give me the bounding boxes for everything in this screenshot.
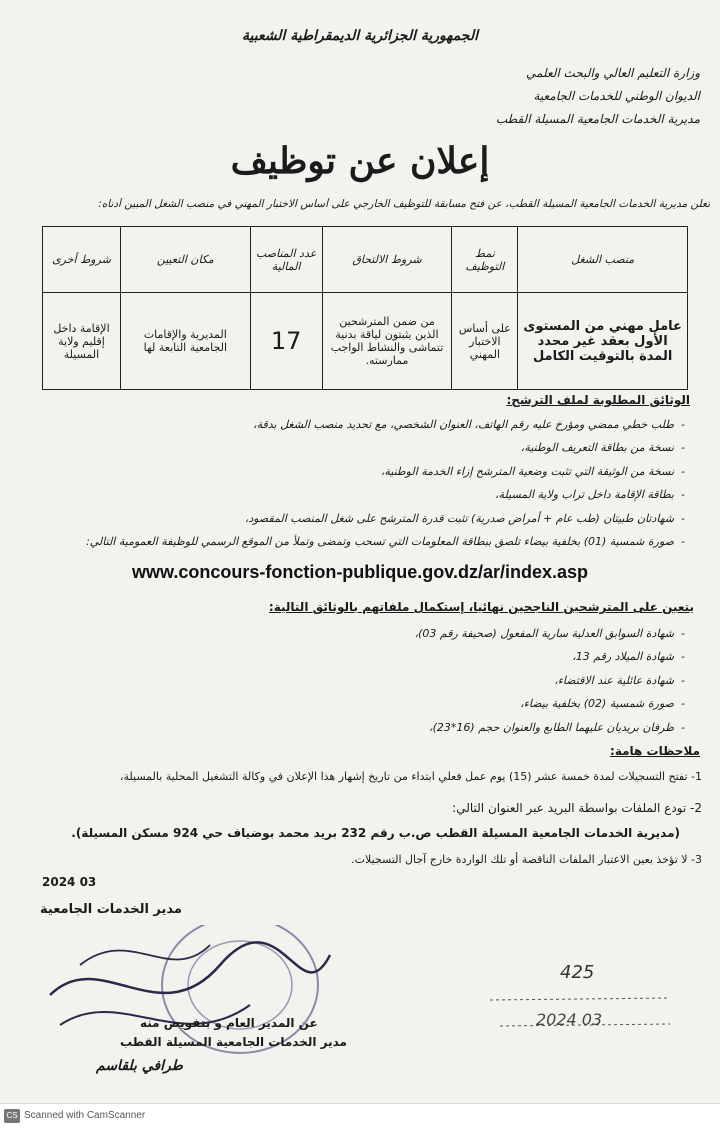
director-title: مدير الخدمات الجامعية	[40, 902, 182, 917]
table-header: شروط أخرى	[43, 227, 121, 293]
delegation-line-2: مدير الخدمات الجامعية المسيلة القطب	[120, 1035, 347, 1049]
camscanner-logo-icon: CS	[4, 1109, 20, 1123]
registry-number: 425	[560, 962, 595, 983]
list-item: -شهادة الميلاد رقم 13،	[572, 650, 685, 664]
table-header-row	[43, 227, 688, 293]
ministry-name: وزارة التعليم العالي والبحث العلمي	[526, 66, 700, 80]
list-item: -ظرفان بريديان عليهما الطابع والعنوان حجم (16*23)،	[429, 720, 685, 734]
table-header: نمط التوظيف	[452, 227, 518, 293]
list-item: -صورة شمسية (02) بخلفية بيضاء،	[520, 697, 685, 711]
cell-positions: 17	[250, 293, 322, 390]
scanner-label: Scanned with CamScanner	[24, 1110, 146, 1121]
table-row	[43, 293, 688, 390]
scanner-footer	[0, 1103, 720, 1129]
announcement-title: إعلان عن توظيف	[230, 140, 490, 182]
list-item: -شهادة السوابق العدلية سارية المفعول (صحيفة رقم 03)،	[414, 627, 685, 640]
cell-other: الإقامة داخل إقليم ولاية المسيلة	[43, 293, 121, 390]
registry-date: 2024 03	[536, 1010, 603, 1029]
list-item: -بطاقة الإقامة داخل تراب ولاية المسيلة،	[495, 488, 685, 502]
republic-heading: الجمهورية الجزائرية الديمقراطية الشعبية	[241, 28, 478, 44]
table-header: شروط الالتحاق	[322, 227, 452, 293]
signature-date: 2024 03	[42, 875, 97, 889]
table-header: منصب الشغل	[518, 227, 688, 293]
signer-name: طرافي بلقاسم	[96, 1058, 183, 1074]
list-item: -نسخة من الوثيقة التي تثبت وضعية المترشح إزاء الخدمة الوطنية،	[380, 464, 685, 478]
successful-list	[415, 622, 692, 739]
website-url: www.concours-fonction-publique.gov.dz/ar/index.asp	[131, 562, 589, 582]
list-item: -شهادة عائلية عند الاقتضاء،	[554, 673, 685, 687]
list-item: -نسخة من بطاقة التعريف الوطنية،	[520, 441, 685, 455]
note-1: 1- تفتح التسجيلات لمدة خمسة عشر (15) يوم عمل فعلي ابتداء من تاريخ إشهار هذا الإعلان في وكالة التشغيل المحلية بالمسيلة،	[119, 770, 702, 783]
cell-mode: على أساس الاختبار المهني	[452, 293, 518, 390]
directorate-name: مديرية الخدمات الجامعية المسيلة القطب	[495, 112, 700, 126]
table-header: مكان التعيين	[120, 227, 250, 293]
cell-place: المديرية والإقامات الجامعية التابعة لها	[120, 293, 250, 390]
documents-title: الوثائق المطلوبة لملف الترشح:	[506, 393, 690, 407]
intro-text: تعلن مديرية الخدمات الجامعية المسيلة القطب، عن فتح مسابقة للتوظيف الخارجي على أساس الاختبار المهني في منصب الشغل المبين أدناه:	[98, 198, 710, 210]
notes-title: ملاحظات هامة:	[610, 744, 700, 758]
cell-post: عامل مهني من المستوى الأول بعقد غير محدد المدة بالتوقيت الكامل	[518, 293, 688, 390]
delegation-line: عن المدير العام و بتفويض منه	[140, 1016, 318, 1030]
issuer-block	[496, 62, 700, 131]
list-item: -طلب خطي ممضي ومؤرخ عليه رقم الهاتف، العنوان الشخصي، مع تحديد منصب الشغل بدقة،	[253, 418, 685, 431]
mailing-address: (مديرية الخدمات الجامعية المسيلة القطب ص.ب رقم 232 بريد محمد بوضياف حي 924 مسكن المسيلة).	[71, 826, 680, 840]
official-stamp-icon	[40, 925, 340, 1085]
note-3: 3- لا تؤخذ بعين الاعتبار الملفات الناقصة أو تلك الواردة خارج آجال التسجيلات.	[351, 853, 702, 866]
cell-conditions: من ضمن المترشحين الذين يثبتون لياقة بدنية تتماشى والنشاط الواجب ممارسته.	[322, 293, 452, 390]
table-header: عدد المناصب المالية	[250, 227, 322, 293]
list-item: -شهادتان طبيتان (طب عام + أمراض صدرية) تثبت قدرة المترشح على شغل المنصب المقصود،	[244, 511, 685, 525]
job-table	[42, 226, 688, 390]
documents-list	[86, 413, 692, 553]
office-name: الديوان الوطني للخدمات الجامعية	[533, 89, 700, 103]
successful-title: يتعين على المترشحين الناجحين نهائيا، إستكمال ملفاتهم بالوثائق التالية:	[268, 600, 694, 614]
list-item: -صورة شمسية (01) بخلفية بيضاء تلصق ببطاقة المعلومات التي تسحب وتمضى وتملأ من الموقع الرسمي للوظيفة العمومية التالي:	[86, 534, 685, 548]
note-2: 2- تودع الملفات بواسطة البريد عبر العنوان التالي:	[452, 801, 702, 815]
